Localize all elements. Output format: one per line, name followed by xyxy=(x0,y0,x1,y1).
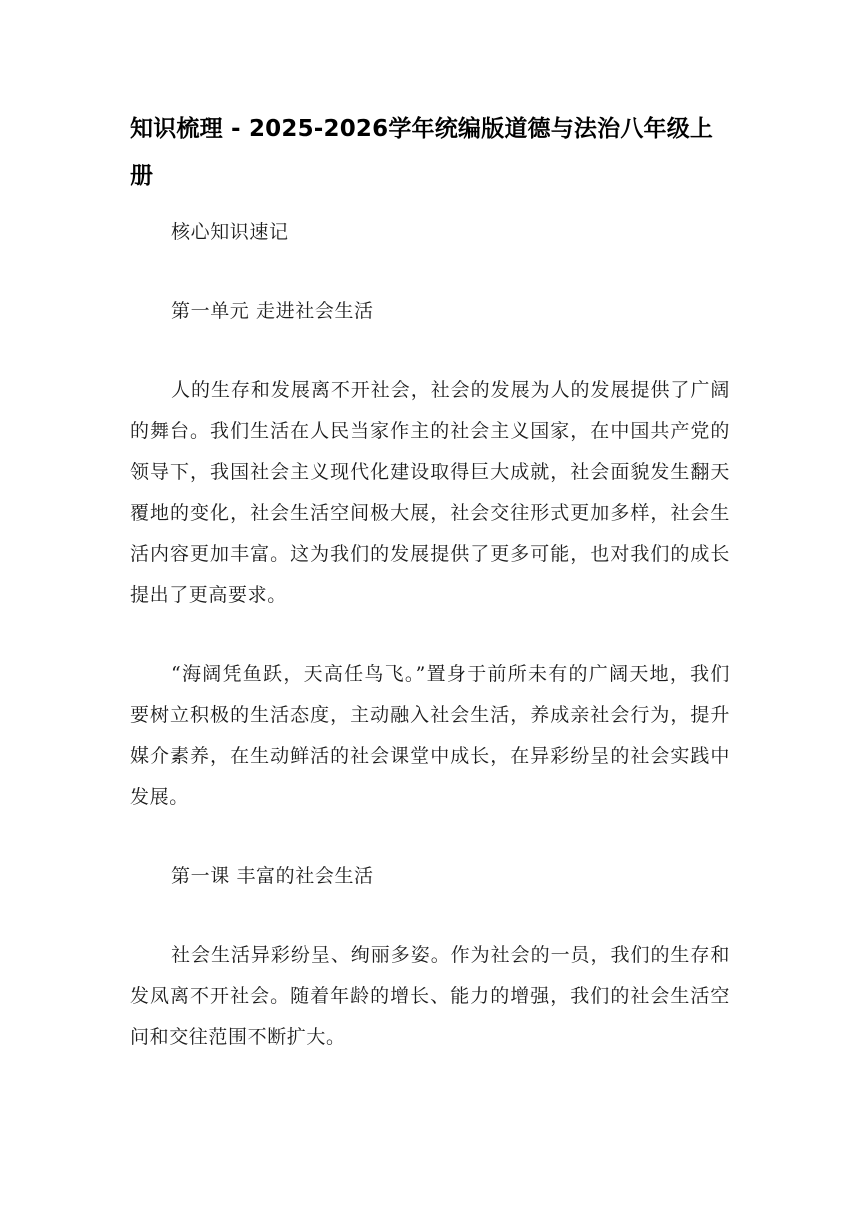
lesson-heading: 第一课 丰富的社会生活 xyxy=(171,865,374,887)
body-paragraph: 人的生存和发展离不开社会，社会的发展为人的发展提供了广阔的舞台。我们生活在人民当家作主的社会主义国家，在中国共产党的领导下，我国社会主义现代化建设取得巨大成就，社会面貌发生翻天覆地的变化，社会生活空间极大展，社会交往形式更加多样，社会生活内容更加丰富。这为我们的发展提供了更多可能，也对我们的成长提出了更高要求。 xyxy=(130,379,730,606)
document-body xyxy=(130,212,730,1096)
unit-heading: 第一单元 走进社会生活 xyxy=(171,300,374,322)
document-title: 知识梳理 - 2025-2026学年统编版道德与法治八年级上册 xyxy=(130,116,714,189)
body-paragraph: “海阔凭鱼跃，天高任鸟飞。”置身于前所未有的广阔天地，我们要树立积极的生活态度，主动融入社会生活，养成亲社会行为，提升媒介素养，在生动鲜活的社会课堂中成长，在异彩纷呈的社会实践中发展。 xyxy=(130,663,730,808)
section-heading-core-knowledge: 核心知识速记 xyxy=(171,221,289,243)
body-paragraph: 社会生活异彩纷呈、绚丽多姿。作为社会的一员，我们的生存和发凤离不开社会。随着年龄的增长、能力的增强，我们的社会生活空问和交往范围不断扩大。 xyxy=(130,944,730,1048)
